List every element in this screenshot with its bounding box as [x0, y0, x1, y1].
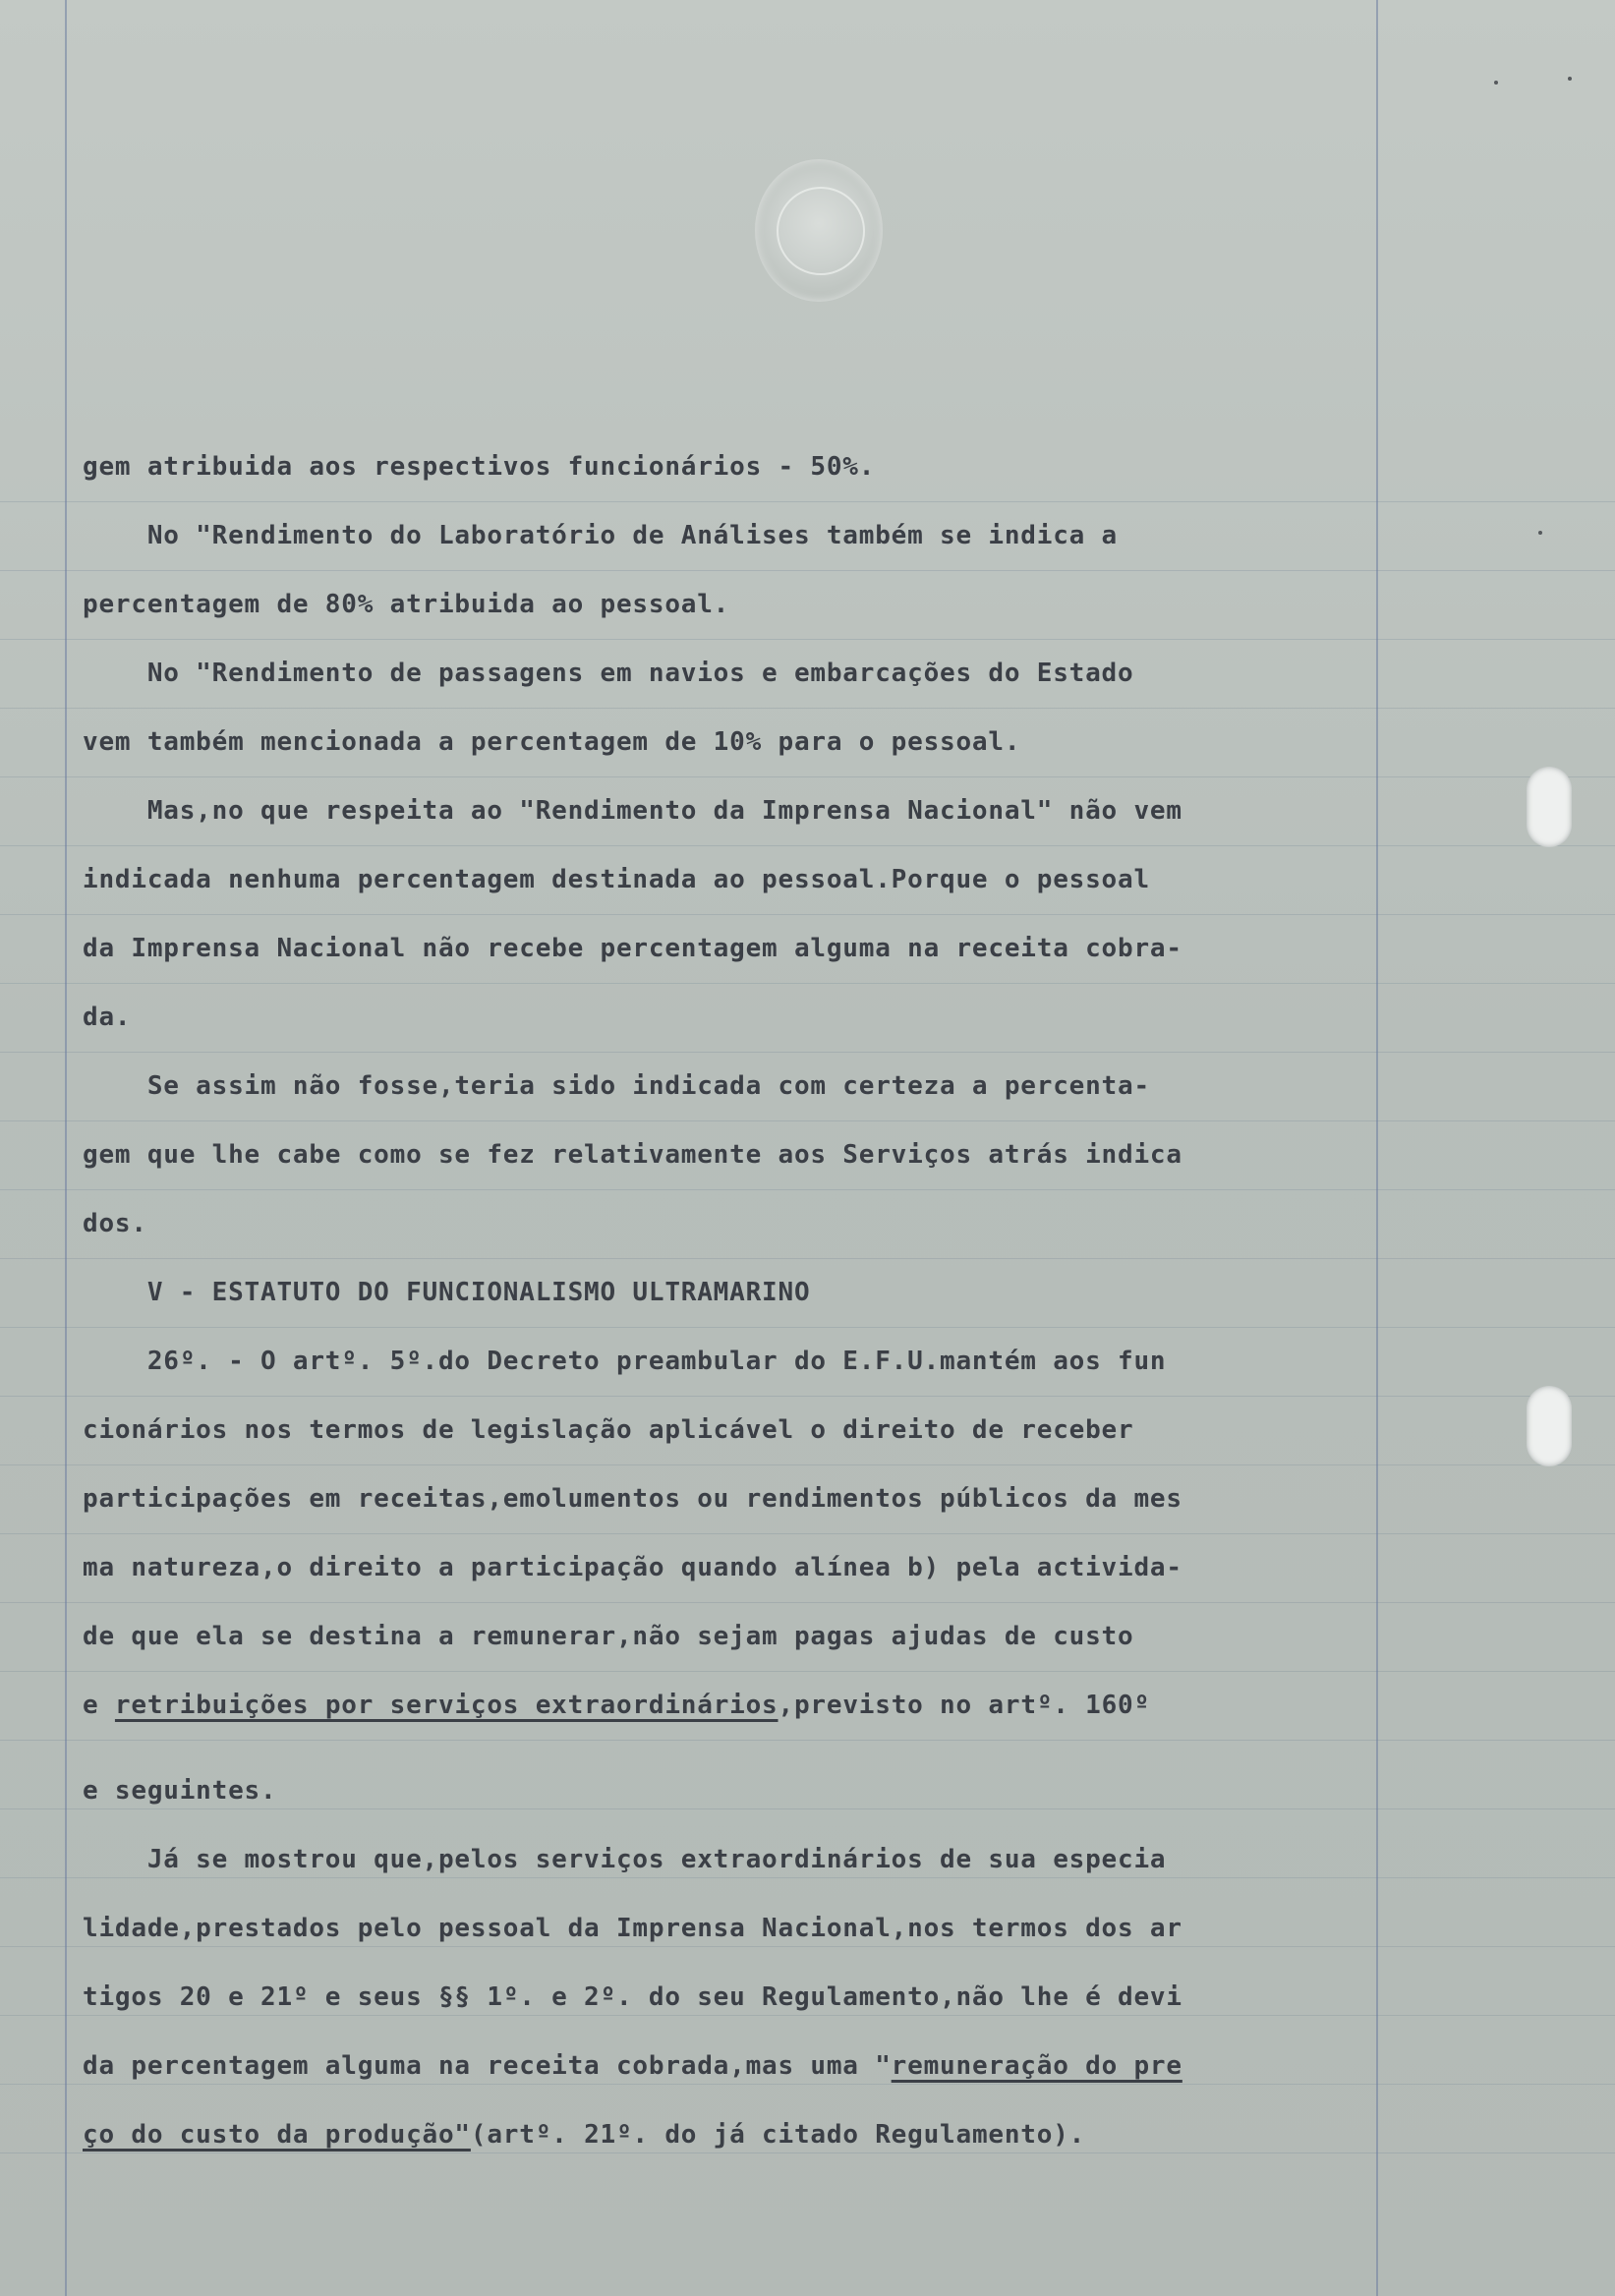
text-fragment: da percentagem alguma na receita cobrada,mas uma ": [83, 2051, 892, 2081]
ruled-line: [0, 1671, 1615, 1672]
ruled-line: [0, 1533, 1615, 1534]
speck: [1494, 81, 1498, 85]
text-line: e seguintes.: [83, 1776, 277, 1806]
ruled-line: [0, 2015, 1615, 2016]
ruled-line: [0, 1396, 1615, 1397]
section-heading: V - ESTATUTO DO FUNCIONALISMO ULTRAMARINO: [83, 1278, 811, 1307]
text-line: da Imprensa Nacional não recebe percentagem alguma na receita cobra-: [83, 934, 1182, 963]
text-fragment: e: [83, 1691, 115, 1720]
ruled-line: [0, 2084, 1615, 2085]
text-line: No "Rendimento do Laboratório de Análises também se indica a: [83, 521, 1119, 550]
text-line: da.: [83, 1003, 132, 1032]
ruled-line: [0, 1120, 1615, 1121]
punch-hole-bottom: [1527, 1386, 1572, 1466]
seal-ring: [777, 187, 865, 275]
text-line: Se assim não fosse,teria sido indicada com certeza a percenta-: [83, 1071, 1150, 1101]
speck: [1568, 77, 1572, 81]
text-line: dos.: [83, 1209, 147, 1238]
ruled-line: [0, 1602, 1615, 1603]
ruled-line: [0, 1464, 1615, 1465]
ruled-line: [0, 914, 1615, 915]
speck: [1538, 531, 1542, 535]
text-line: gem que lhe cabe como se fez relativamente aos Serviços atrás indica: [83, 1140, 1182, 1170]
ruled-line: [0, 983, 1615, 984]
ruled-line: [0, 1052, 1615, 1053]
underlined-phrase: ço do custo da produção": [83, 2120, 471, 2150]
underlined-phrase: retribuições por serviços extraordinários: [114, 1691, 779, 1720]
text-line: [83, 2118, 1085, 2152]
text-line: de que ela se destina a remunerar,não sejam pagas ajudas de custo: [83, 1622, 1134, 1651]
ruled-line: [0, 845, 1615, 846]
ruled-line: [0, 570, 1615, 571]
text-line: cionários nos termos de legislação aplicável o direito de receber: [83, 1415, 1134, 1445]
text-line: [83, 2049, 1182, 2083]
text-line: No "Rendimento de passagens em navios e embarcações do Estado: [83, 659, 1134, 688]
ruled-line: [0, 776, 1615, 777]
ruled-line: [0, 1877, 1615, 1878]
text-line: indicada nenhuma percentagem destinada ao pessoal.Porque o pessoal: [83, 865, 1150, 894]
embossed-seal: [755, 159, 883, 302]
text-line: 26º. - O artº. 5º.do Decreto preambular do E.F.U.mantém aos fun: [83, 1347, 1167, 1376]
text-line: Mas,no que respeita ao "Rendimento da Imprensa Nacional" não vem: [83, 796, 1182, 826]
ruled-line: [0, 1740, 1615, 1741]
punch-hole-top: [1527, 767, 1572, 847]
text-fragment: ,previsto no artº. 160º: [778, 1691, 1150, 1720]
ruled-line: [0, 2152, 1615, 2153]
underlined-phrase: remuneração do pre: [891, 2051, 1182, 2081]
ruled-line: [0, 1327, 1615, 1328]
text-line: gem atribuida aos respectivos funcionários - 50%.: [83, 452, 876, 482]
ruled-line: [0, 501, 1615, 502]
text-line: percentagem de 80% atribuida ao pessoal.: [83, 590, 730, 619]
ruled-line: [0, 1946, 1615, 1947]
ruled-line: [0, 639, 1615, 640]
ruled-line: [0, 1258, 1615, 1259]
text-line: tigos 20 e 21º e seus §§ 1º. e 2º. do seu Regulamento,não lhe é devi: [83, 1982, 1182, 2012]
right-margin-line: [1376, 0, 1378, 2296]
ruled-line: [0, 1189, 1615, 1190]
text-line: [83, 1689, 1150, 1722]
left-margin-line: [65, 0, 67, 2296]
text-line: lidade,prestados pelo pessoal da Imprensa Nacional,nos termos dos ar: [83, 1914, 1182, 1943]
ruled-line: [0, 1808, 1615, 1809]
text-line: participações em receitas,emolumentos ou rendimentos públicos da mes: [83, 1484, 1182, 1514]
text-line: Já se mostrou que,pelos serviços extraordinários de sua especia: [83, 1845, 1167, 1874]
text-line: vem também mencionada a percentagem de 10% para o pessoal.: [83, 727, 1021, 757]
text-line: ma natureza,o direito a participação quando alínea b) pela activida-: [83, 1553, 1182, 1582]
text-fragment: (artº. 21º. do já citado Regulamento).: [470, 2120, 1086, 2150]
ruled-line: [0, 708, 1615, 709]
